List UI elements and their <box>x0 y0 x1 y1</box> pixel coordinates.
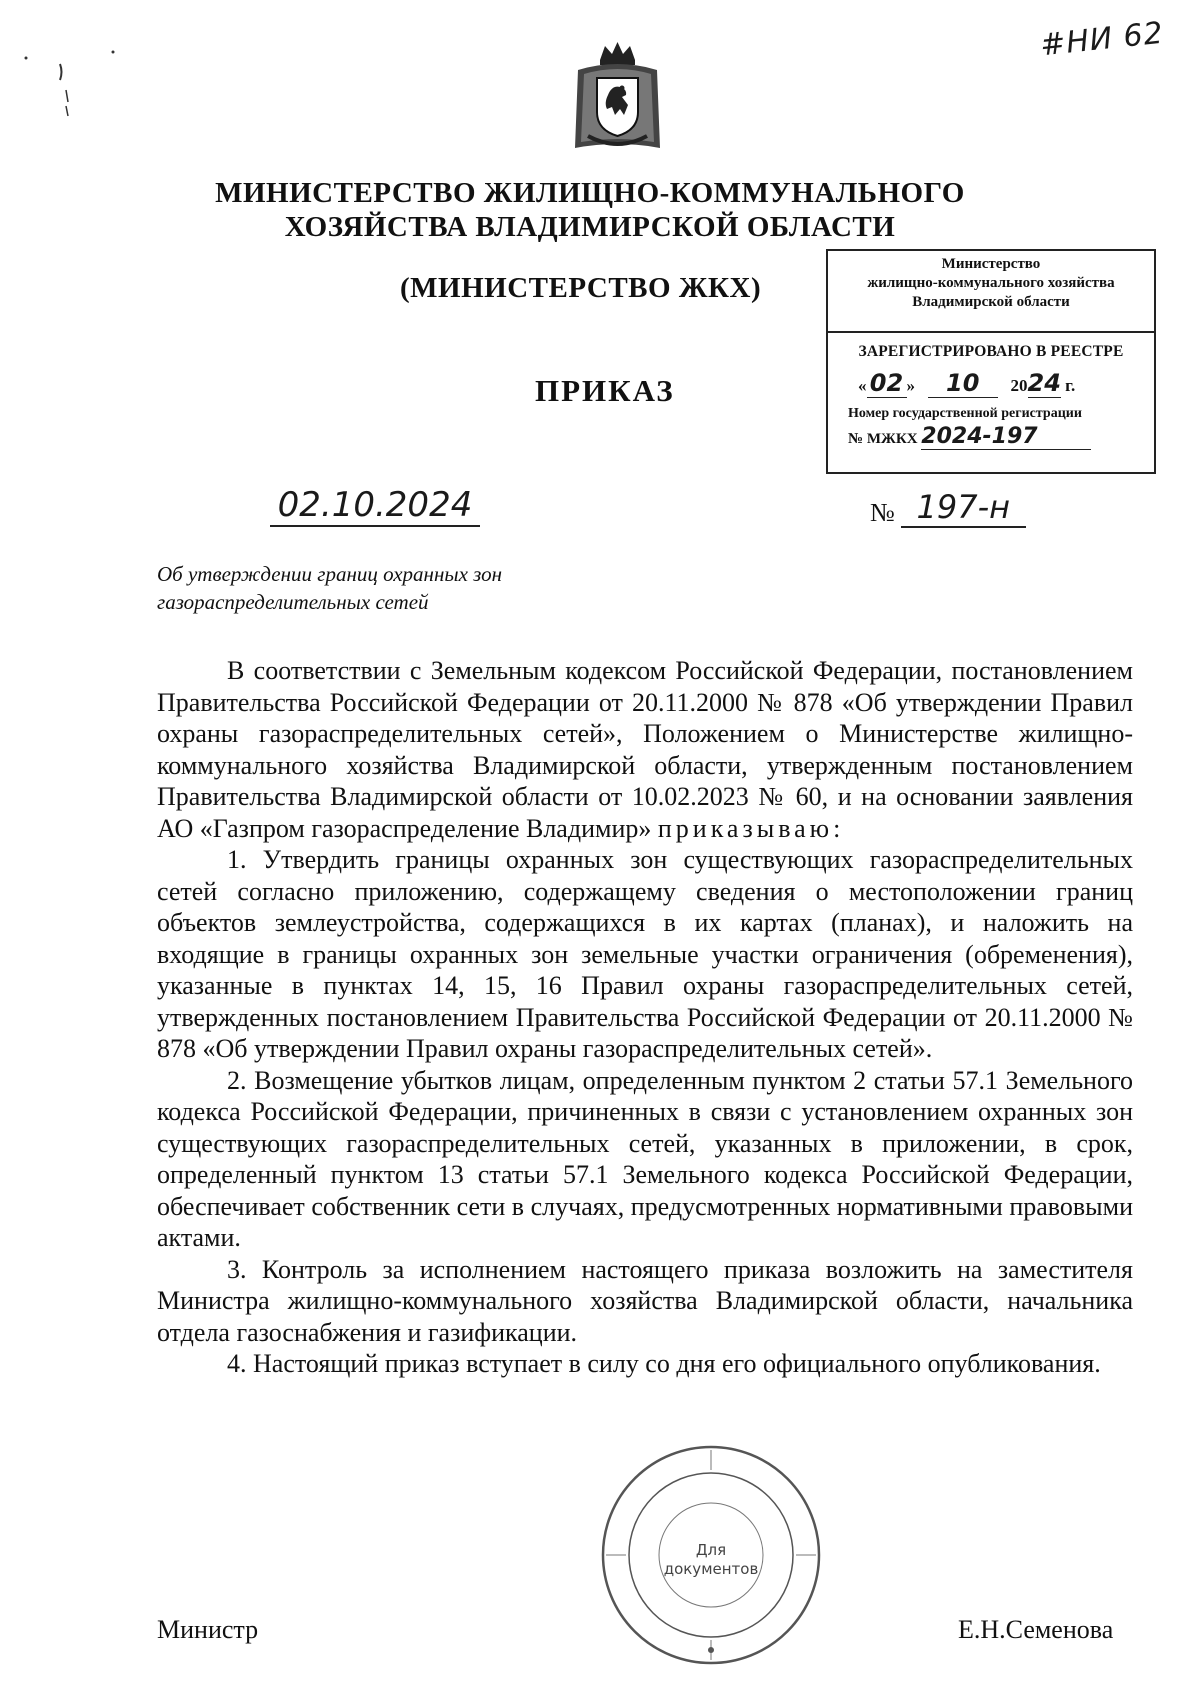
subject-line2: газораспределительных сетей <box>157 590 429 614</box>
organization-short-name: (МИНИСТЕРСТВО ЖКХ) <box>400 272 762 304</box>
stamp-year-prefix: 20 <box>1010 376 1028 395</box>
order-item-1: 1. Утвердить границы охранных зон существующих газораспределительных сетей согласно приложению, содержащему сведения о местоположении границ объектов землеустройства, содержащихся в их картах (планах), и наложить на входящие в границы охранных зон земельные участки ограничения (обременения), указанные в пунктах 14, 15, 16 Правил охраны газораспределительных сетей, утвержденных постановлением Правительства Российской Федерации от 20.11.2000 № 878 «Об утверждении Правил охраны газораспределительных сетей». <box>157 845 1133 1063</box>
preamble-paragraph <box>157 655 1133 844</box>
order-date: 02.10.2024 <box>270 485 480 527</box>
organization-name-line1: МИНИСТЕРСТВО ЖИЛИЩНО-КОММУНАЛЬНОГО <box>215 177 965 209</box>
order-number-value: 197-н <box>901 488 1026 528</box>
scan-margin-marks <box>18 50 118 120</box>
archive-note-handwritten: #НИ 62 <box>1038 15 1166 64</box>
preamble-order-word: приказываю: <box>657 813 845 843</box>
stamp-reg-number <box>828 424 1154 450</box>
organization-name-line2: ХОЗЯЙСТВА ВЛАДИМИРСКОЙ ОБЛАСТИ <box>284 211 896 243</box>
stamp-org-line3: Владимирской области <box>912 294 1070 310</box>
stamp-day: 02 <box>867 369 907 398</box>
seal-center-text <box>596 1440 826 1670</box>
registration-stamp <box>826 249 1156 474</box>
stamp-year-unit: г. <box>1065 376 1076 395</box>
stamp-reg-number-value: 2024-197 <box>921 424 1091 450</box>
signatory-name: Е.Н.Семенова <box>958 1615 1114 1644</box>
order-item-4: 4. Настоящий приказ вступает в силу со дня его официального опубликования. <box>227 1349 1101 1378</box>
preamble-text: В соответствии с Земельным кодексом Российской Федерации, постановлением Правительства Российской Федерации от 20.11.2000 № 878 «Об утверждении Правил охраны газораспределительных сетей», Положением о Министерстве жилищно-коммунального хозяйства Владимирской области, утвержденным постановлением Правительства Владимирской области от 10.02.2023 № 60, и на основании заявления АО «Газпром газораспределение Владимир» <box>157 656 1133 843</box>
stamp-year-suffix: 24 <box>1027 369 1061 397</box>
order-number-label: № <box>870 498 895 527</box>
stamp-org-line2: жилищно-коммунального хозяйства <box>867 275 1115 291</box>
stamp-reg-number-prefix: № МЖКХ <box>848 431 918 447</box>
coat-of-arms-icon <box>570 40 665 155</box>
subject-line1: Об утверждении границ охранных зон <box>157 562 503 586</box>
stamp-registration-date: « 02 » 10 2024 г. <box>858 369 1076 397</box>
signatory-title: Министр <box>157 1615 259 1644</box>
document-type-title: ПРИКАЗ <box>535 373 675 408</box>
seal-text-line1: Для <box>695 1541 727 1559</box>
stamp-organization-block <box>828 251 1154 333</box>
stamp-month: 10 <box>928 369 998 398</box>
order-item-2: 2. Возмещение убытков лицам, определенным пунктом 2 статьи 57.1 Земельного кодекса Российской Федерации, причиненных в связи с установлением охранных зон существующих газораспределительных сетей, указанных в приложении, в срок, определенный пунктом 13 статьи 57.1 Земельного кодекса Российской Федерации, обеспечивает собственник сети в случаях, предусмотренных нормативными правовыми актами. <box>157 1065 1133 1252</box>
order-subject <box>157 560 657 616</box>
stamp-org-line1: Министерство <box>941 256 1041 272</box>
stamp-registered-label: ЗАРЕГИСТРИРОВАНО В РЕЕСТРЕ <box>858 343 1124 360</box>
order-body <box>157 655 1133 1380</box>
order-item-3: 3. Контроль за исполнением настоящего приказа возложить на заместителя Министра жилищно-коммунального хозяйства Владимирской области, начальника отдела газоснабжения и газификации. <box>157 1254 1133 1347</box>
stamp-reg-number-label: Номер государственной регистрации <box>848 406 1082 421</box>
order-number <box>870 488 1026 528</box>
seal-text-line2: документов <box>663 1560 759 1578</box>
